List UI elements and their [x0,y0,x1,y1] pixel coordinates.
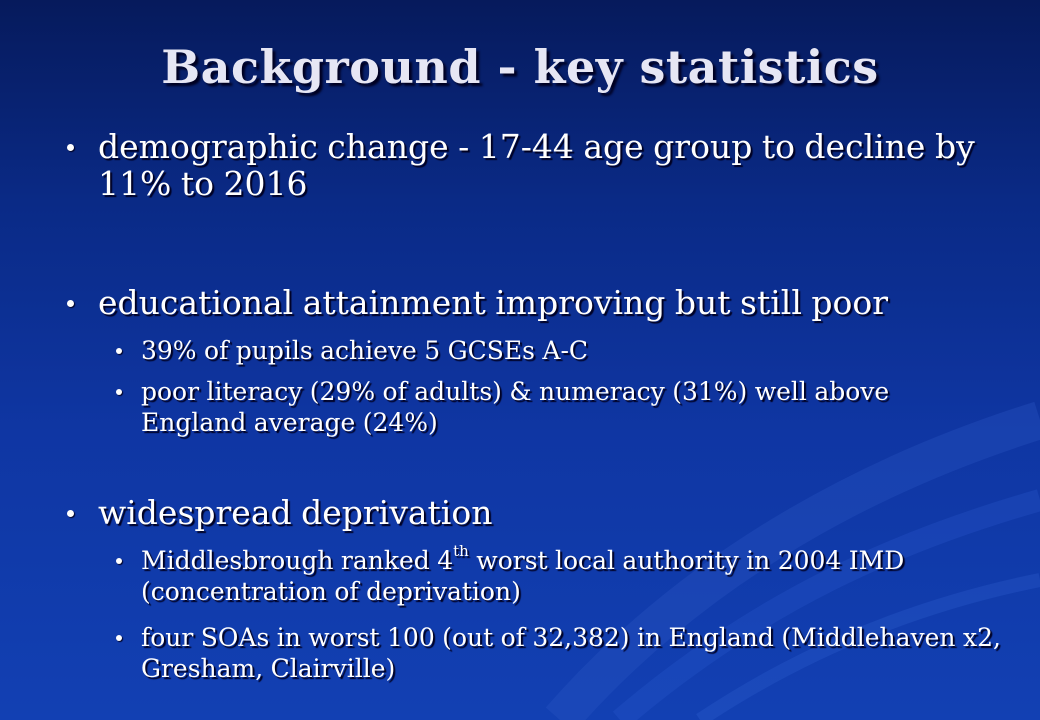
subbullet-dot [116,635,122,641]
bullet-widespread-deprivation [98,494,978,531]
bullet-text: widespread deprivation [98,493,493,532]
subbullet-dot [116,389,122,395]
ranking-text-start: Middlesbrough ranked 4 [141,546,454,575]
subbullet-text: 39% of pupils achieve 5 GCSEs A-C [141,336,589,365]
subbullet-dot [116,558,122,564]
bullet-dot [67,300,74,307]
subbullet-text [141,541,905,606]
subbullet-dot [116,348,122,354]
bullet-educational-attainment [98,284,978,321]
subbullet-text: poor literacy (29% of adults) & numeracy (31%) well above England average (24%) [141,377,890,437]
ordinal-superscript: th [453,541,469,560]
subbullet-text: four SOAs in worst 100 (out of 32,382) in England (Middlehaven x2, Gresham, Clairville) [141,623,1001,683]
subbullet-literacy-numeracy [141,376,1001,438]
bullet-dot [67,510,74,517]
bullet-text: educational attainment improving but still poor [98,283,889,322]
bullet-demographic-change [98,128,978,202]
slide-title: Background - key statistics [161,40,879,94]
subbullet-soas-worst-100 [141,622,1001,684]
bullet-text: demographic change - 17-44 age group to decline by 11% to 2016 [98,127,975,203]
ranking-text-end: worst local authority in 2004 IMD (concentration of deprivation) [141,546,905,606]
subbullet-middlesbrough-ranking [141,541,1001,607]
bullet-dot [67,144,74,151]
subbullet-gcse-achievement [141,335,1001,366]
